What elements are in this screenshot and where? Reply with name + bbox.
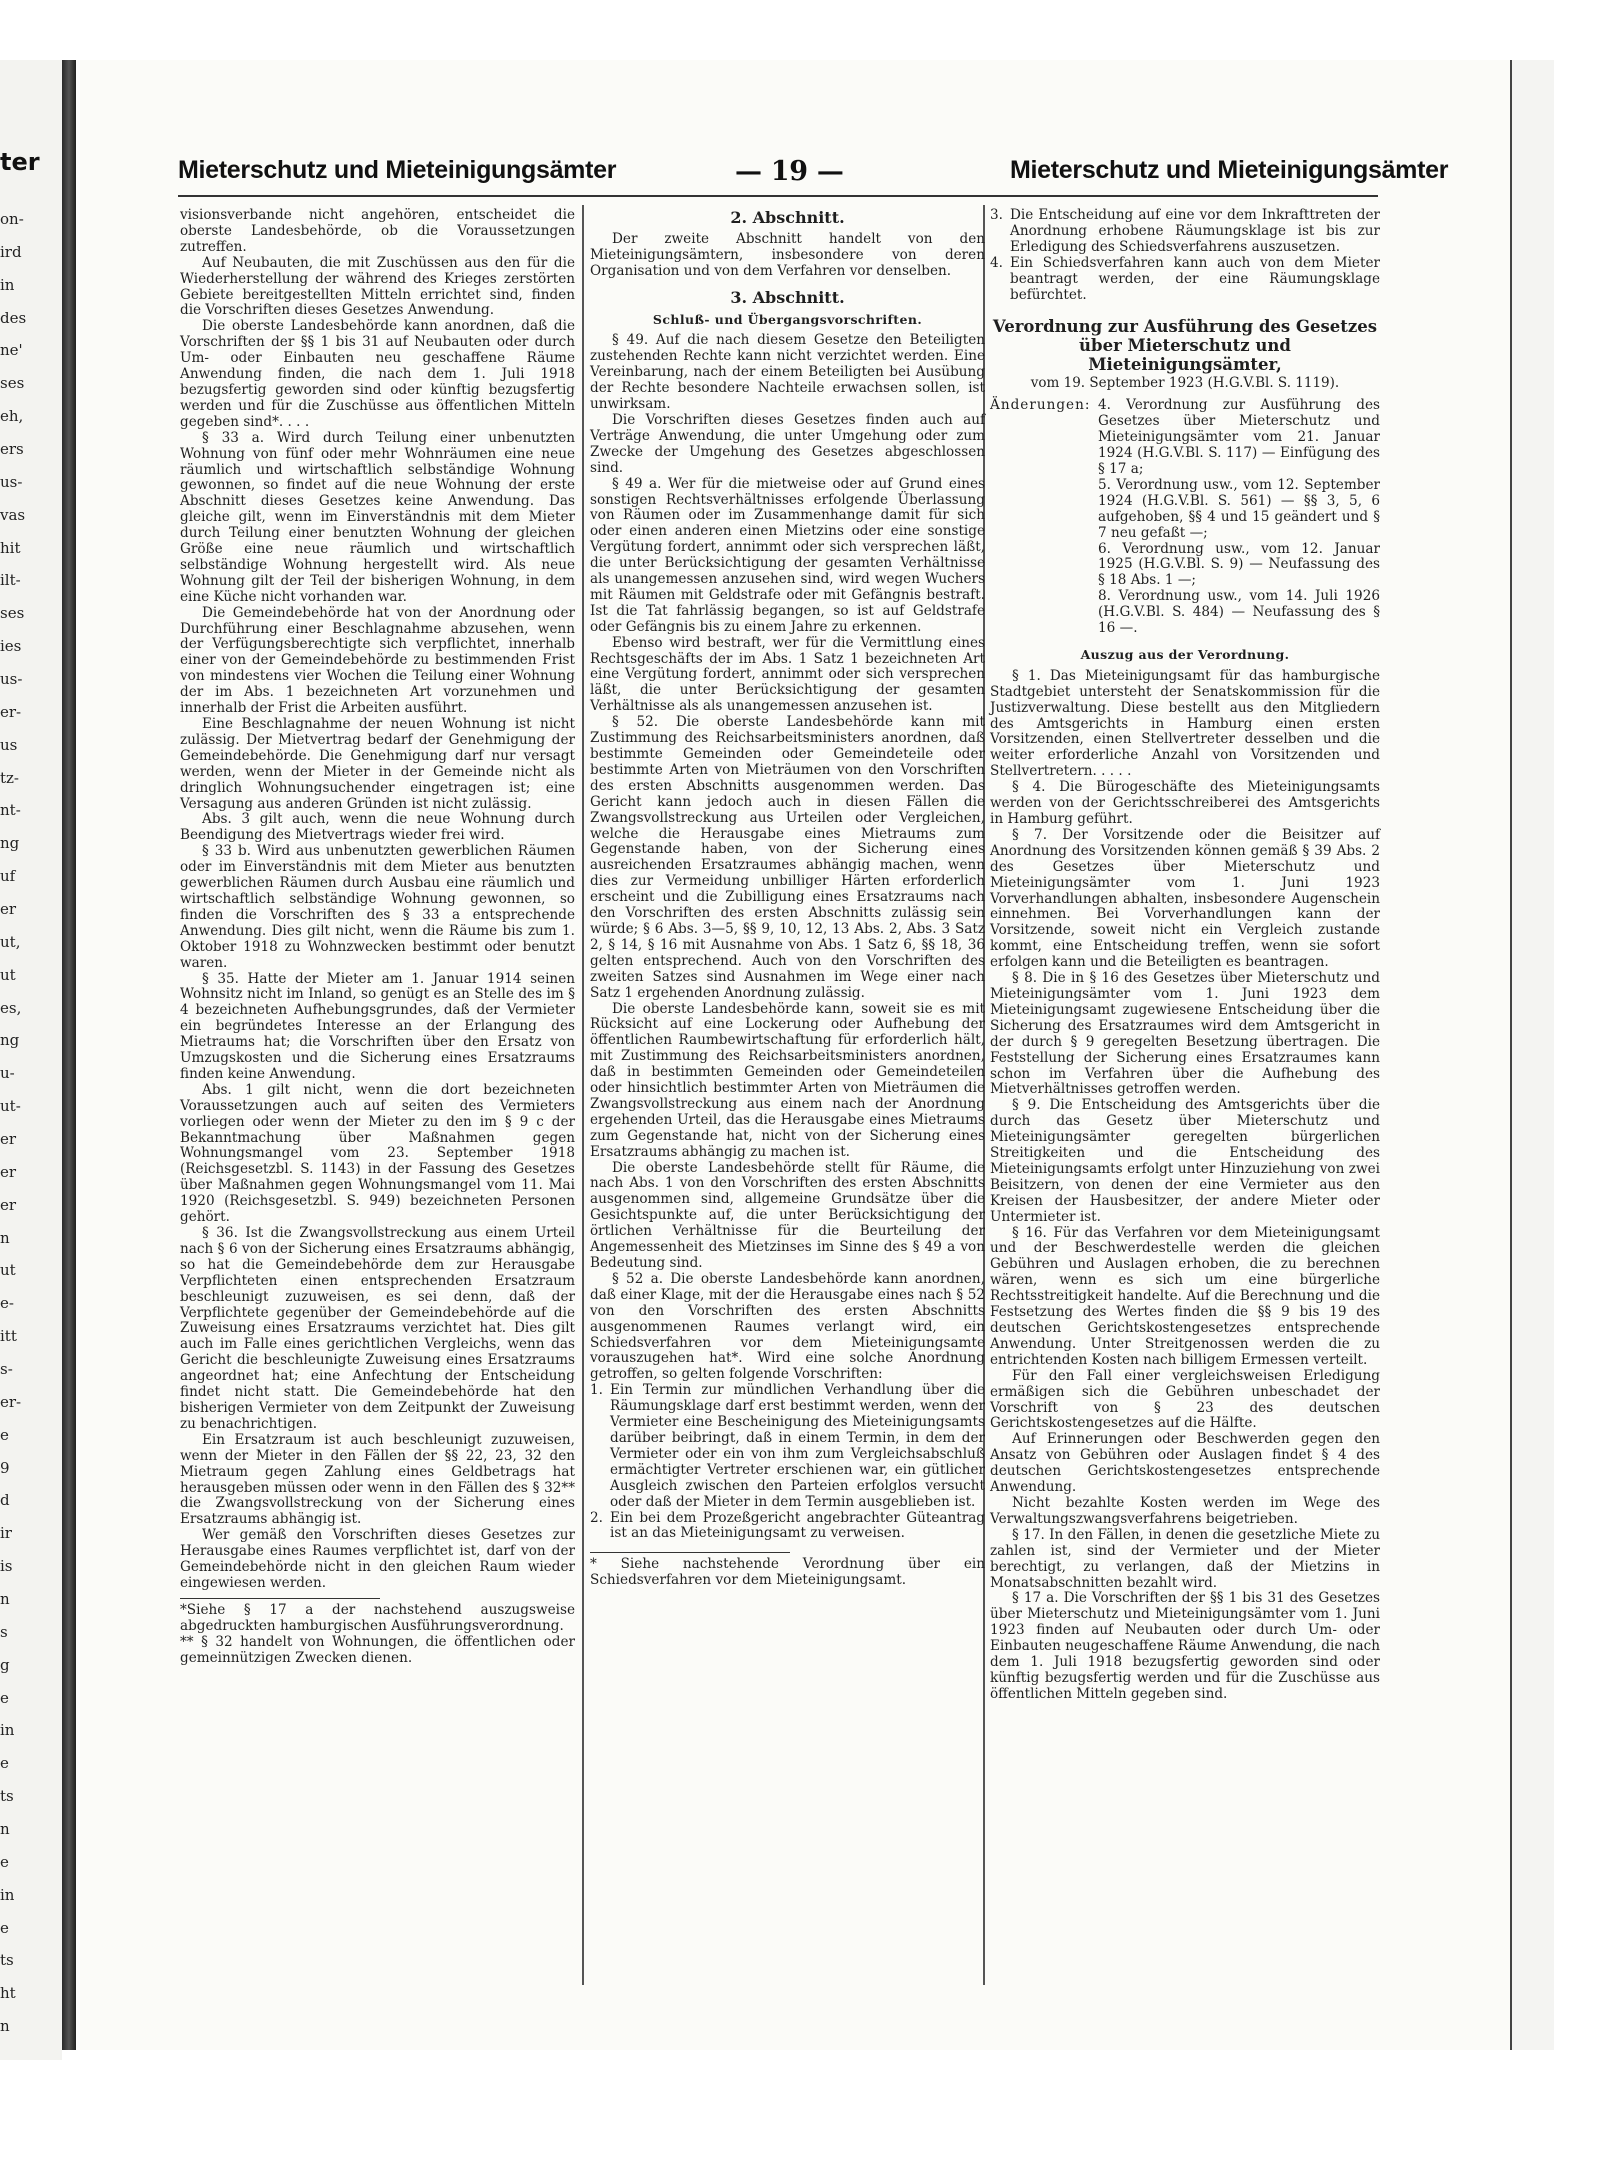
previous-page-fragment: ses <box>0 604 25 623</box>
previous-page-fragment: n <box>0 2017 10 2036</box>
column-2 <box>590 208 985 1589</box>
amendment-item: 5. Verordnung usw., vom 12. September 1924 (H.G.V.Bl. S. 561) — §§ 3, 5, 6 aufgehoben, §§ 4 und 15 geändert und § 7 neu gefaßt —; <box>1098 476 1380 541</box>
ordinance-date: vom 19. September 1923 (H.G.V.Bl. S. 1119). <box>1030 375 1340 392</box>
previous-page-fragment: er <box>0 900 17 918</box>
paragraph: Abs. 3 gilt auch, wenn die neue Wohnung durch Beendigung des Mietvertrags wieder frei wird. <box>180 811 575 844</box>
paragraph: § 7. Der Vorsitzende oder die Beisitzer auf Anordnung des Vorsitzenden können gemäß § 39 Abs. 2 des Gesetzes über Mieterschutz und Mieteinigungsämter vom 1. Juni 1923 Vorverhandlungen abhalten, insbesondere Augenschein einnehmen. Bei Vorverhandlungen kann der Vorsitzende, soweit nicht ein Vergleich zustande kommt, eine Entscheidung treffen, wenn sie sofort erfolgen kann und die Beteiligten es beantragen. <box>990 826 1380 971</box>
previous-page-title-fragment: ter <box>0 148 40 176</box>
previous-page-fragment: s <box>0 1622 8 1641</box>
previous-page-fragment: er <box>0 1130 17 1148</box>
running-header-left: Mieterschutz und Mieteinigungsämter <box>178 156 617 184</box>
previous-page-fragment: hit <box>0 538 21 557</box>
previous-page-fragment: us <box>0 735 18 754</box>
previous-page-fragment: er <box>0 1195 17 1214</box>
section-heading: 2. Abschnitt. <box>730 208 845 227</box>
amendment-item: 4. Verordnung zur Ausführung des Gesetzes über Mieterschutz und Mieteinigungsämter vom 21. Januar 1924 (H.G.V.Bl. S. 117) — Einfügung des § 17 a; <box>1098 397 1380 477</box>
previous-page-strip <box>0 60 62 2060</box>
paragraph: § 35. Hatte der Mieter am 1. Januar 1914 seinen Wohnsitz nicht im Inland, so genügt es an Stelle des im § 4 bezeichneten Aufhebungsgrundes, daß der Vermieter ein begründetes Interesse an der Erlangung des Mietraums hat; die Vorschriften über den Ersatz von Umzugskosten und die Sicherung eines Ersatzraums finden keine Anwendung. <box>180 970 575 1082</box>
previous-page-fragment: ird <box>0 242 22 261</box>
previous-page-fragment: is <box>0 1557 13 1576</box>
list-text: Ein Schiedsverfahren kann auch von dem Mieter beantragt werden, der eine Räumungsklage befürchtet. <box>1010 254 1380 303</box>
previous-page-fragment: nt- <box>0 801 21 820</box>
previous-page-fragment: ut <box>0 1261 16 1280</box>
previous-page-fragment: on- <box>0 210 24 228</box>
paragraph: Abs. 1 gilt nicht, wenn die dort bezeichneten Voraussetzungen auch auf seiten des Vermieters vorliegen oder wenn der Mieter zu den im § 9 c der Bekanntmachung über Maßnahmen gegen Wohnungsmangel vom 23. September 1918 (Reichsgesetzbl. S. 1143) in der Fassung des Gesetzes über Maßnahmen gegen Wohnungsmangel vom 11. Mai 1920 (Reichsgesetzbl. S. 949) bezeichneten Personen gehört. <box>180 1081 575 1226</box>
list-number: 4. <box>990 254 1003 271</box>
excerpt-heading: Auszug aus der Verordnung. <box>1080 646 1290 662</box>
page-number: — 19 — <box>735 156 844 187</box>
previous-page-fragment: er <box>0 1162 17 1181</box>
previous-page-fragment: e <box>0 1852 9 1871</box>
paragraph: § 36. Ist die Zwangsvollstreckung aus einem Urteil nach § 6 von der Sicherung eines Ersatzraums abhängig, so hat die Gemeindebehörde dem zur Herausgabe Verpflichteten einen entsprechenden Ersatzraum beschleunigt zuzuweisen, es sei denn, daß der Verpflichtete gegenüber der Gemeindebehörde auf die Zuweisung eines Ersatzraums verzichtet hat. Dies gilt auch im Falle eines gerichtlichen Vergleichs, wenn das Gericht die beschleunigte Zuweisung eines Ersatzraums angeordnet hat; eine Anfechtung der Entscheidung findet nicht statt. Die Gemeindebehörde hat den bisherigen Vermieter von dem Zeitpunkt der Zuweisung zu benachrichtigen. <box>180 1225 575 1432</box>
ordinance-title: Verordnung zur Ausführung des Gesetzes über Mieterschutz und Mieteinigungsämter, <box>992 317 1378 375</box>
previous-page-fragment: ir <box>0 1524 12 1543</box>
previous-page-fragment: ut, <box>0 932 21 951</box>
previous-page-fragment: eh, <box>0 407 24 426</box>
previous-page-fragment: tz- <box>0 768 19 787</box>
section-heading: 3. Abschnitt. <box>730 287 845 307</box>
paragraph: § 1. Das Mieteinigungsamt für das hamburgische Stadtgebiet untersteht der Senatskommission für die Justizverwaltung. Diese bestellt aus den Mitgliedern des Amtsgerichts in Hamburg einen ersten Vorsitzenden, einen Stellvertreter desselben und die weiter erforderliche Anzahl von Vorsitzenden und Stellvertretern. . . . . <box>990 667 1380 780</box>
previous-page-fragment: e <box>0 1918 9 1937</box>
paragraph: § 9. Die Entscheidung des Amtsgerichts über die durch das Gesetz über Mieterschutz und Mieteinigungsämter geregelten bürgerlichen Streitigkeiten und die Entscheidung des Mieteinigungsamts erfolgt unter Hinzuziehung von zwei Beisitzern, von denen der eine Vermieter aus den Kreisen der Hausbesitzer, der andere Mieter oder Untermieter ist. <box>990 1097 1380 1225</box>
paragraph: § 52. Die oberste Landesbehörde kann mit Zustimmung des Reichsarbeitsministers anordnen, daß bestimmte Gemeinden oder Gemeindeteile oder bestimmte Arten von Mieträumen von den Vorschriften des ersten Abschnitts ausgenommen werden. Das Gericht kann jedoch auch in diesen Fällen die Zwangsvollstreckung aus Urteilen oder Vergleichen, welche die Herausgabe eines Mietraums zum Gegenstande haben, von der Sicherung eines ausreichenden Ersatzraumes abhängig machen, wenn dies zur Vermeidung unbilliger Härten erforderlich erscheint und die Zubilligung eines Ersatzraums nach den Vorschriften des ersten Abschnitts zulässig sein würde; § 6 Abs. 3—5, §§ 9, 10, 12, 13 Abs. 2, Abs. 3 Satz 2, § 14, § 16 mit Ausnahme von Abs. 1 Satz 6, §§ 18, 36 gelten entsprechend. Auch von den Vorschriften des zweiten Satzes sind Ausnahmen im Wege einer nach Satz 1 ergehenden Anordnung zulässig. <box>590 714 985 1001</box>
header-rule <box>178 195 1378 197</box>
paragraph: Nicht bezahlte Kosten werden im Wege des Verwaltungszwangsverfahrens beigetrieben. <box>990 1494 1380 1527</box>
paragraph: Die oberste Landesbehörde kann anordnen, daß die Vorschriften der §§ 1 bis 31 auf Neubauten oder durch Um- oder Einbauten neu geschaffene Räume Anwendung finden, die nach dem 1. Juli 1918 bezugsfertig geworden sind oder künftig bezugsfertig werden und für die Zuschüsse aus öffentlichen Mitteln gegeben sind*. . . . <box>180 318 575 430</box>
footnote-rule <box>180 1598 380 1599</box>
amendments-list <box>1098 398 1380 637</box>
paragraph: Auf Erinnerungen oder Beschwerden gegen den Ansatz von Gebühren oder Auslagen findet § 4 des deutschen Gerichtskostengesetzes entsprechende Anwendung. <box>990 1431 1380 1496</box>
list-number: 2. <box>590 1509 603 1526</box>
paragraph: § 52 a. Die oberste Landesbehörde kann anordnen, daß einer Klage, mit der die Herausgabe eines nach § 52 von den Vorschriften des ersten Abschnitts ausgenommenen Raumes verlangt wird, ein Schiedsverfahren vor dem Mieteinigungsamte vorauszugehen hat*. Wird eine solche Anordnung getroffen, so gelten folgende Vorschriften: <box>590 1270 985 1383</box>
list-item <box>990 256 1380 304</box>
previous-page-fragment: d <box>0 1491 10 1510</box>
previous-page-fragment: e <box>0 1688 9 1707</box>
previous-page-fragment: ies <box>0 637 22 656</box>
previous-page-fragment: itt <box>0 1327 17 1346</box>
paragraph: § 16. Für das Verfahren vor dem Mieteinigungsamt und der Beschwerdestelle werden die gleichen Gebühren und Auslagen erhoben, die zu berechnen wären, wenn es sich um eine bürgerliche Rechtsstreitigkeit handelte. Auf die Berechnung und die Festsetzung des Wertes finden die §§ 9 bis 19 des deutschen Gerichtskostengesetzes entsprechende Anwendung. Unter Streitgenossen werden die zu entrichtenden Kosten nach billigem Ermessen verteilt. <box>990 1224 1380 1368</box>
previous-page-fragment: n <box>0 1590 10 1608</box>
page-edge <box>1512 60 1554 2050</box>
previous-page-fragment: 9 <box>0 1458 10 1477</box>
previous-page-fragment: s- <box>0 1360 13 1378</box>
previous-page-fragment: ut <box>0 965 16 984</box>
column-3 <box>990 208 1380 1703</box>
previous-page-fragment: ilt- <box>0 571 21 590</box>
previous-page-fragment: ne' <box>0 341 23 360</box>
list-number: 3. <box>990 207 1003 223</box>
paragraph: Der zweite Abschnitt handelt von den Mieteinigungsämtern, insbesondere von deren Organisation und von dem Verfahren vor denselben. <box>590 230 985 279</box>
previous-page-fragment: er- <box>0 1392 22 1411</box>
previous-page-fragment: uf <box>0 867 16 886</box>
previous-page-fragment: ts <box>0 1787 14 1806</box>
paragraph: Ein Ersatzraum ist auch beschleunigt zuzuweisen, wenn der Mieter in den Fällen der §§ 22, 23, 32 den Mietraum gegen Zahlung eines Geldbetrags hat herausgeben müssen oder wenn in den Fällen des § 32** die Zwangsvollstreckung von der Sicherung eines Ersatzraums abhängig ist. <box>180 1431 575 1528</box>
amendment-item: 6. Verordnung usw., vom 12. Januar 1925 (H.G.V.Bl. S. 9) — Neufassung des § 18 Abs. 1 —; <box>1098 540 1380 589</box>
previous-page-fragment: vas <box>0 505 26 524</box>
previous-page-fragment: us- <box>0 472 23 491</box>
paragraph: § 33 b. Wird aus unbenutzten gewerblichen Räumen oder im Einverständnis mit dem Mieter aus benutzten gewerblichen Räumen durch Ausbau eine räumlich und wirtschaftlich selbständige Wohnung gewonnen, so finden die Vorschriften des § 33 a entsprechende Anwendung. Dies gilt nicht, wenn die Räume bis zum 1. Oktober 1918 zu Wohnzwecken bestimmt oder benutzt waren. <box>180 843 575 971</box>
paragraph: § 4. Die Bürogeschäfte des Mieteinigungsamts werden von der Gerichtsschreiberei des Amtsgerichts in Hamburg geführt. <box>990 779 1380 827</box>
footnote: * Siehe nachstehende Verordnung über ein Schiedsverfahren vor dem Mieteinigungsamt. <box>590 1556 985 1589</box>
list-text: Ein Termin zur mündlichen Verhandlung über die Räumungsklage darf erst bestimmt werden, wenn der Vermieter eine Bescheinigung des Mieteinigungsamts darüber beibringt, daß in einem Termin, in dem der Vermieter oder ein von ihm zum Vergleichsabschluß ermächtigter Vertreter erschienen war, ein gütlicher Ausgleich zwischen den Parteien erfolglos versucht oder daß der Mieter in dem Termin ausgeblieben ist. <box>610 1382 985 1510</box>
paragraph: § 8. Die in § 16 des Gesetzes über Mieterschutz und Mieteinigungsämter vom 1. Juni 1923 dem Mieteinigungsamt zugewiesene Entscheidung über die Sicherung des Ersatzraumes wird dem Amtsgericht in der durch § 9 geregelten Besetzung übertragen. Die Feststellung der Sicherung eines Ersatzraumes kann schon im Verfahren über die Aufhebung des Mietverhältnisses getroffen werden. <box>990 970 1380 1098</box>
paragraph: § 49 a. Wer für die mietweise oder auf Grund eines sonstigen Rechtsverhältnisses erfolgende Überlassung von Räumen oder im Zusammenhange damit für sich oder einen anderen einen Mietzins oder eine sonstige Vergütung fordert, annimmt oder sich versprechen läßt, die unter Berücksichtigung der gesamten Verhältnisse als unangemessen anzusehen sind, wird wegen Wuchers mit Räumen mit Geldstrafe oder mit Gefängnis bestraft. Ist die Tat fahrlässig begangen, so ist auf Geldstrafe oder Gefängnis bis zu einem Jahre zu erkennen. <box>590 475 985 635</box>
paragraph: Ebenso wird bestraft, wer für die Vermittlung eines Rechtsgeschäfts der im Abs. 1 Satz 1 bezeichneten Art eine Vergütung fordert, annimmt oder sich versprechen läßt, die unter Berücksichtigung der gesamten Verhältnisse als als unangemessen anzusehen ist. <box>590 634 985 715</box>
previous-page-fragment: es, <box>0 998 22 1017</box>
previous-page-fragment: u- <box>0 1064 15 1083</box>
list-text: Die Entscheidung auf eine vor dem Inkrafttreten der Anordnung erhobene Räumungsklage ist bis zur Erledigung des Schiedsverfahrens auszusetzen. <box>1010 207 1380 255</box>
amendments-label: Änderungen: <box>990 397 1091 414</box>
previous-page-fragment: ng <box>0 834 20 853</box>
paragraph: Die oberste Landesbehörde kann, soweit sie es mit Rücksicht auf eine Lockerung oder Aufhebung der öffentlichen Raumbewirtschaftung für erforderlich hält, mit Zustimmung des Reichsarbeitsministers anordnen, daß in bestimmten Gemeinden oder Gemeindeteilen oder hinsichtlich bestimmter Arten von Mieträumen die Zwangsvollstreckung aus einem nach der Anordnung ergehenden Urteil, das die Herausgabe eines Mietraums zum Gegenstande hat, nicht von der Sicherung eines Ersatzraums abhängig zu machen ist. <box>590 1000 985 1160</box>
previous-page-fragment: e <box>0 1754 9 1773</box>
section-subheading: Schluß- und Übergangsvorschriften. <box>652 311 923 327</box>
previous-page-fragment: e- <box>0 1294 14 1313</box>
previous-page-fragment: in <box>0 1721 15 1740</box>
paragraph: § 49. Auf die nach diesem Gesetze den Beteiligten zustehenden Rechte kann nicht verzichtet werden. Eine Vereinbarung, nach der einem Beteiligten bei Ausübung der Rechte besondere Nachteile erwachsen sollen, ist unwirksam. <box>590 332 985 413</box>
previous-page-fragment: er- <box>0 702 22 721</box>
previous-page-fragment: ts <box>0 1951 14 1970</box>
paragraph: Auf Neubauten, die mit Zuschüssen aus den für die Wiederherstellung der während des Krieges zerstörten Gebiete bereitgestellten Mitteln errichtet sind, finden die Vorschriften dieses Gesetzes Anwendung. <box>180 254 575 319</box>
column-divider <box>582 205 584 1985</box>
previous-page-fragment: us- <box>0 670 23 688</box>
paragraph: Für den Fall einer vergleichsweisen Erledigung ermäßigen sich die Gebühren unbeschadet der Vorschrift von § 23 des deutschen Gerichtskostengesetzes auf die Hälfte. <box>990 1367 1380 1432</box>
paragraph: Die oberste Landesbehörde stellt für Räume, die nach Abs. 1 von den Vorschriften des ersten Abschnitts ausgenommen sind, allgemeine Grundsätze über die Gesichtspunkte auf, die unter Berücksichtigung der örtlichen Verhältnisse für die Beurteilung der Angemessenheit des Mietzinses im Sinne des § 49 a von Bedeutung sind. <box>590 1159 985 1271</box>
footnote: ** § 32 handelt von Wohnungen, die öffentlichen oder gemeinnützigen Zwecken dienen. <box>180 1633 575 1666</box>
previous-page-fragment: e <box>0 1425 9 1444</box>
footnote-rule <box>590 1552 790 1553</box>
previous-page-fragment: n <box>0 1228 10 1247</box>
paragraph: Wer gemäß den Vorschriften dieses Gesetzes zur Herausgabe eines Raumes verpflichtet ist, darf von der Gemeindebehörde nicht in den gleichen Raum wieder eingewiesen werden. <box>180 1527 575 1591</box>
paragraph: § 17 a. Die Vorschriften der §§ 1 bis 31 des Gesetzes über Mieterschutz und Mieteinigungsämter vom 1. Juni 1923 finden auf Neubauten oder durch Um- oder Einbauten neugeschaffene Räume Anwendung, die nach dem 1. Juli 1918 bezugsfertig geworden sind oder künftig bezugsfertig werden und für die Zuschüsse aus öffentlichen Mitteln gegeben sind. <box>990 1590 1380 1702</box>
list-item <box>590 1511 985 1543</box>
paragraph: Eine Beschlagnahme der neuen Wohnung ist nicht zulässig. Der Mietvertrag bedarf der Genehmigung der Gemeindebehörde. Die Genehmigung darf nur versagt werden, wenn der Mieter in der Gemeinde nicht als dringlich Wohnungsuchender eingetragen ist; eine Versagung aus anderen Gründen ist nicht zulässig. <box>180 716 575 812</box>
list-number: 1. <box>590 1382 603 1399</box>
previous-page-fragment: des <box>0 308 27 327</box>
paragraph: Die Vorschriften dieses Gesetzes finden auch auf Verträge Anwendung, die unter Umgehung oder zum Zwecke der Umgehung des Gesetzes abgeschlossen sind. <box>590 411 985 476</box>
previous-page-fragment: ers <box>0 440 24 458</box>
paragraph: § 17. In den Fällen, in denen die gesetzliche Miete zu zahlen ist, sind der Vermieter und der Mieter berechtigt, zu verlangen, daß der Mietzins in Monatsabschnitten bezahlt wird. <box>990 1526 1380 1591</box>
list-item <box>990 208 1380 256</box>
paragraph: visionsverbande nicht angehören, entscheidet die oberste Landesbehörde, ob die Voraussetzungen zutreffen. <box>180 207 575 255</box>
list-item <box>590 1383 985 1510</box>
running-header-right: Mieterschutz und Mieteinigungsämter <box>1010 156 1449 184</box>
previous-page-fragment: ht <box>0 1984 16 2003</box>
footnote: *Siehe § 17 a der nachstehend auszugsweise abgedruckten hamburgischen Ausführungsverordnung. <box>180 1601 575 1634</box>
previous-page-fragment: in <box>0 1885 15 1904</box>
previous-page-fragment: g <box>0 1655 10 1674</box>
amendment-item: 8. Verordnung usw., vom 14. Juli 1926 (H.G.V.Bl. S. 484) — Neufassung des § 16 —. <box>1098 588 1380 637</box>
previous-page-fragment: n <box>0 1820 10 1838</box>
list-text: Ein bei dem Prozeßgericht angebrachter Güteantrag ist an das Mieteinigungsamt zu verweisen. <box>610 1509 985 1542</box>
previous-page-fragment: ut- <box>0 1097 21 1116</box>
previous-page-fragment: in <box>0 275 15 294</box>
paragraph: § 33 a. Wird durch Teilung einer unbenutzten Wohnung von fünf oder mehr Wohnräumen eine neue räumlich und wirtschaftlich selbständige Wohnung gewonnen, so findet auf die neue Wohnung der erste Abschnitt dieses Gesetzes keine Anwendung. Das gleiche gilt, wenn im Einverständnis mit dem Mieter durch Teilung einer benutzten Wohnung der gleichen Größe eine neue räumlich und wirtschaftlich selbständige Wohnung hergestellt wird. Als neue Wohnung gilt der Teil der bisherigen Wohnung, in dem eine Küche nicht vorhanden war. <box>180 429 575 605</box>
previous-page-fragment: ses <box>0 374 25 393</box>
amendments-block <box>990 398 1380 637</box>
paragraph: Die Gemeindebehörde hat von der Anordnung oder Durchführung einer Beschlagnahme abzusehen, wenn der Verfügungsberechtigte sich verpflichtet, innerhalb einer von der Gemeindebehörde zu bestimmenden Frist von mindestens vier Wochen die Teilung einer Wohnung der im Abs. 1 bezeichneten Art vorzunehmen und innerhalb der Frist die Arbeiten ausführt. <box>180 604 575 717</box>
column-1 <box>180 208 575 1666</box>
binding-gutter <box>62 60 76 2050</box>
previous-page-fragment: ng <box>0 1031 20 1050</box>
